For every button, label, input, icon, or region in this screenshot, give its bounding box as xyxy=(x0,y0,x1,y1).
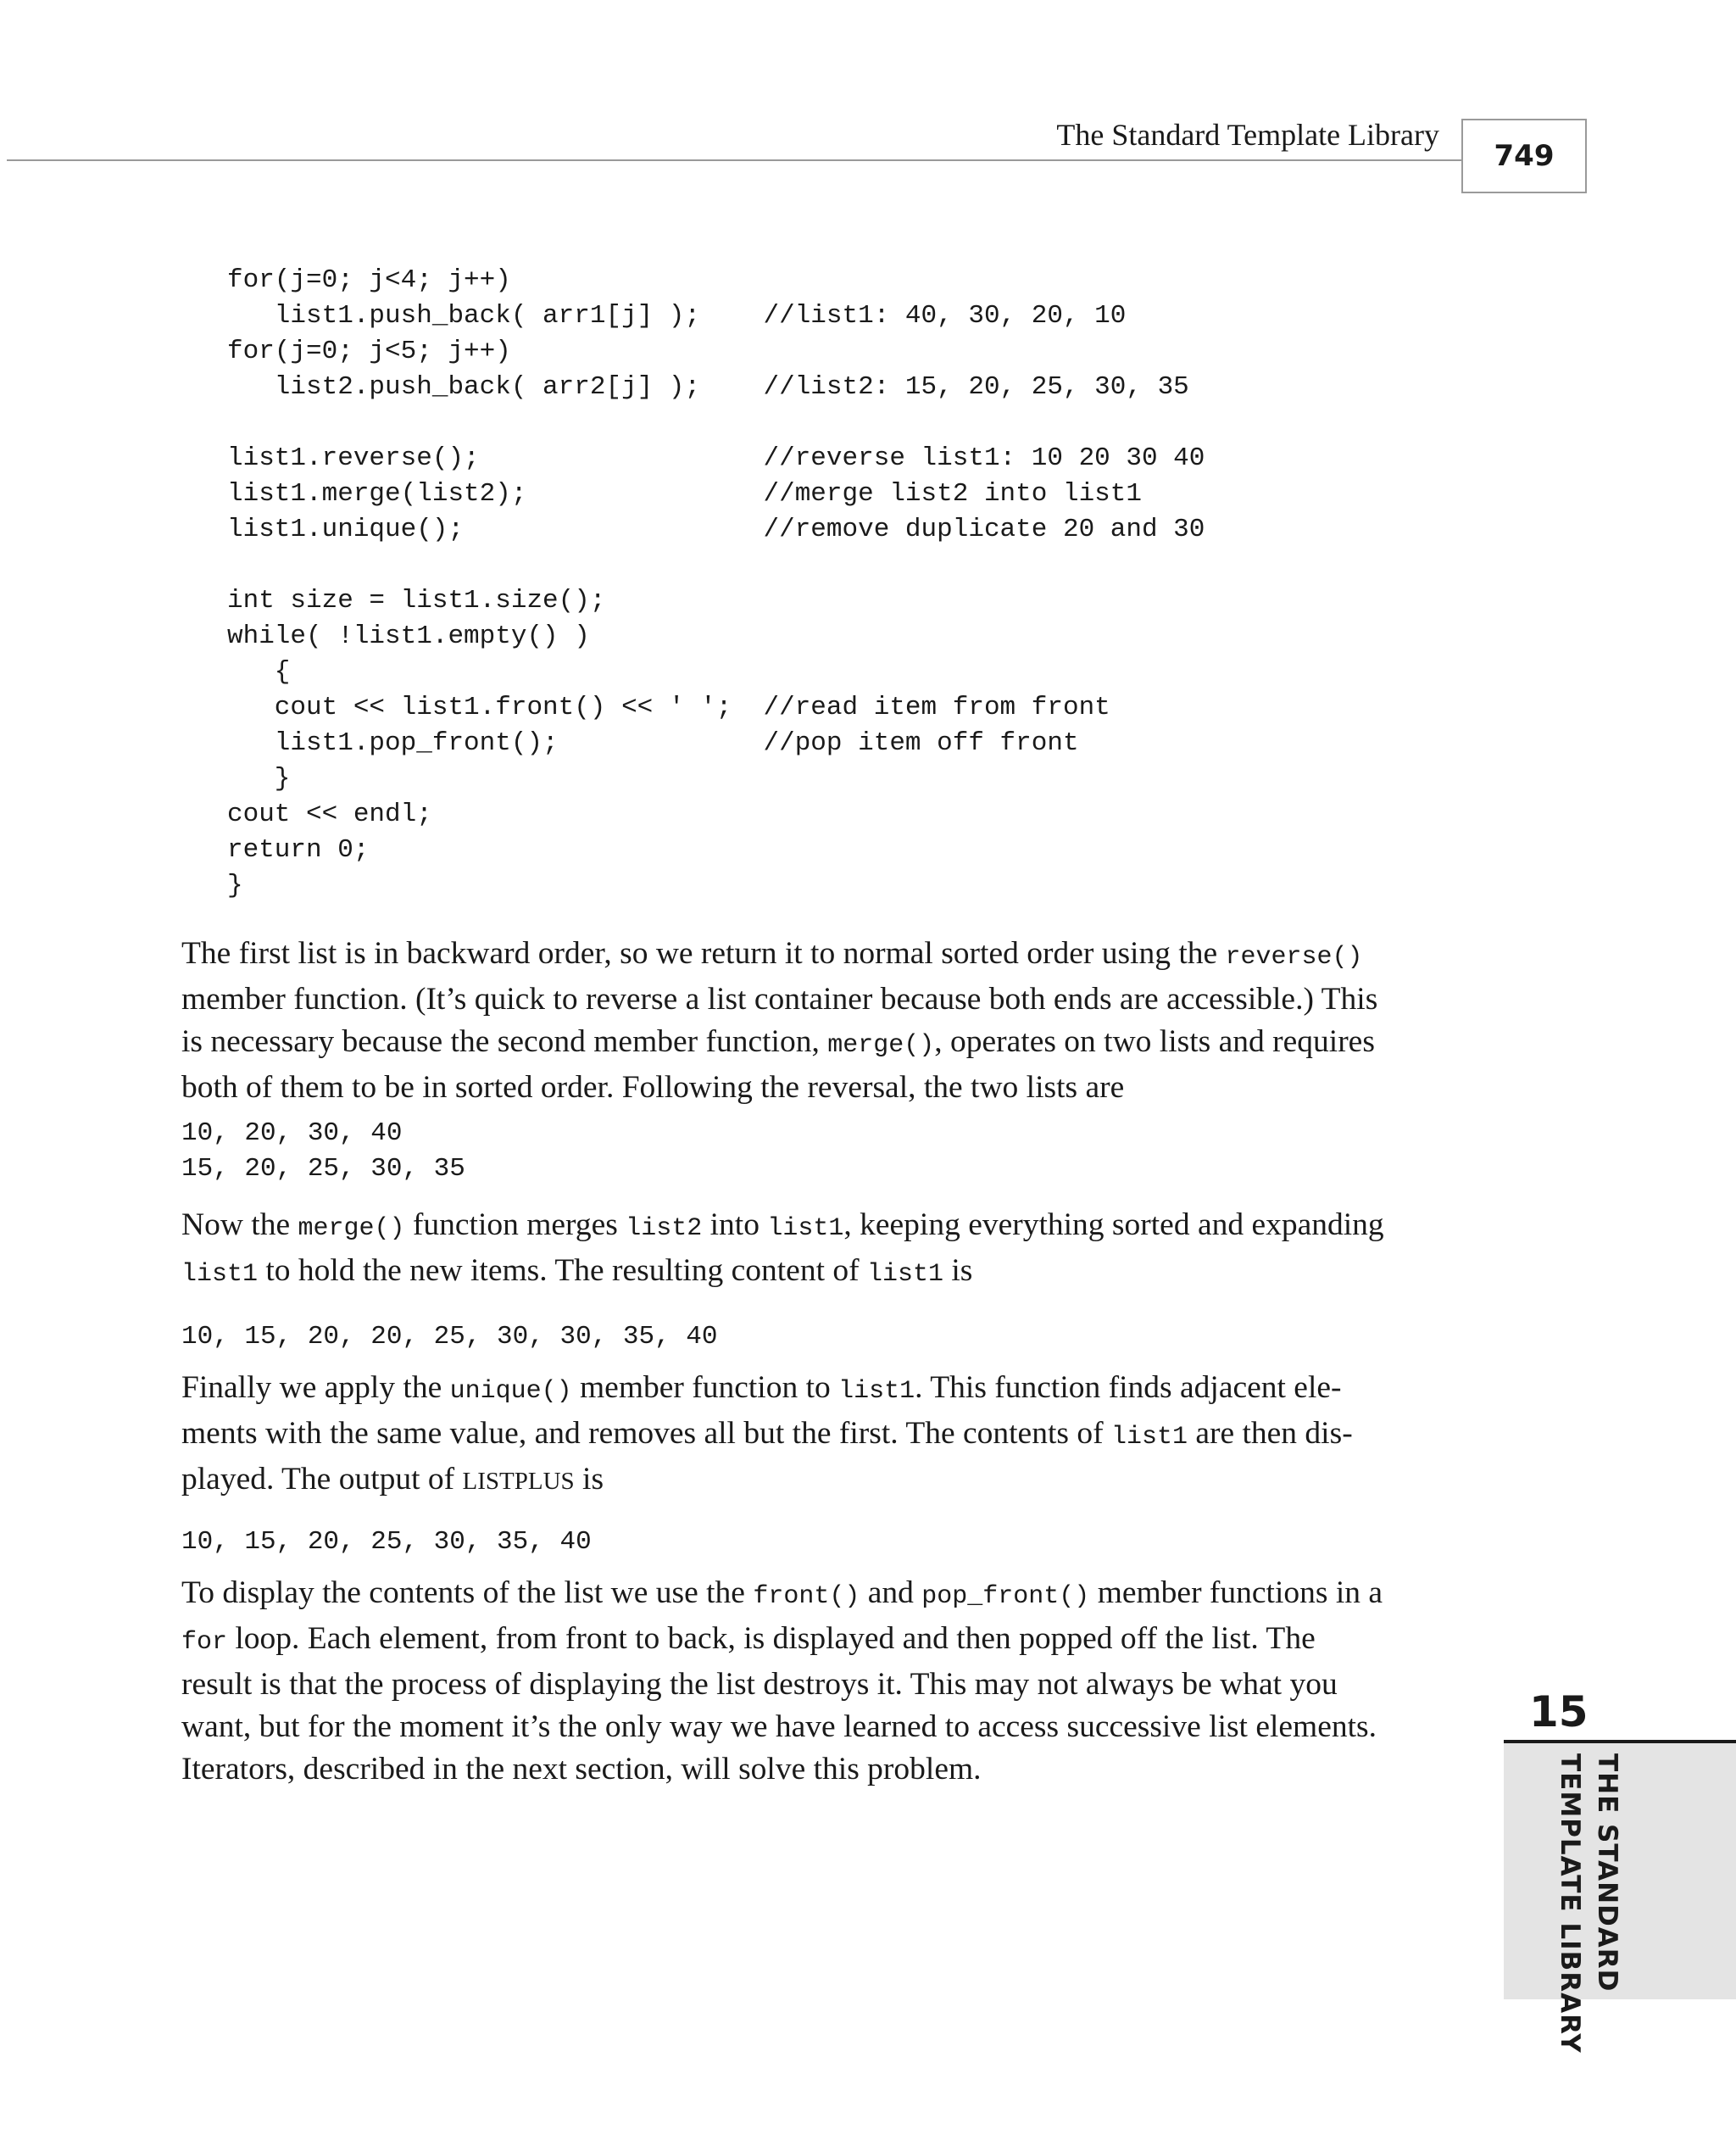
chapter-title xyxy=(1551,1753,1626,2054)
text-run: Finally we apply the xyxy=(181,1370,450,1405)
text-run: ments with the same value, and removes all but the first. The contents of xyxy=(181,1416,1111,1451)
text-run: function merges xyxy=(404,1207,626,1242)
text-run: to hold the new items. The resulting content of xyxy=(258,1253,867,1288)
chapter-number: 15 xyxy=(1529,1687,1589,1736)
text-run: Iterators, described in the next section, will solve this problem. xyxy=(181,1752,982,1786)
page-number: 749 xyxy=(1461,119,1587,193)
code-line: list1.push_back( arr1[j] ); //list1: 40, 30, 20, 10 xyxy=(227,301,1127,331)
code-merged: 10, 15, 20, 20, 25, 30, 30, 35, 40 xyxy=(181,1322,718,1352)
text-run: member functions in a xyxy=(1089,1575,1383,1610)
paragraph-display xyxy=(181,1572,1444,1791)
code-line: int size = list1.size(); xyxy=(227,586,606,616)
code-line: } xyxy=(227,871,243,900)
code-line: cout << list1.front() << ' '; //read item from front xyxy=(227,693,1110,722)
inline-code: list2 xyxy=(626,1214,703,1243)
text-run: are then dis- xyxy=(1187,1416,1353,1451)
code-line: { xyxy=(227,657,291,687)
code-output: 10, 15, 20, 25, 30, 35, 40 xyxy=(181,1527,592,1557)
code-line: for(j=0; j<4; j++) xyxy=(227,265,511,295)
text-run: , operates on two lists and requires xyxy=(934,1024,1375,1059)
chapter-rule xyxy=(1504,1740,1736,1743)
text-run: loop. Each element, from front to back, is displayed and then popped off the list. The xyxy=(227,1621,1316,1656)
code-line: cout << endl; xyxy=(227,800,432,829)
code-line: list1.reverse(); //reverse list1: 10 20 30 40 xyxy=(227,443,1205,473)
text-run: . This function finds adjacent ele- xyxy=(915,1370,1342,1405)
running-head: The Standard Template Library xyxy=(1056,118,1439,152)
code-line: list2.push_back( arr2[j] ); //list2: 15, 20, 25, 30, 35 xyxy=(227,372,1189,402)
text-run: is xyxy=(574,1462,604,1497)
code-line: list1.unique(); //remove duplicate 20 and 30 xyxy=(227,515,1205,544)
code-line: for(j=0; j<5; j++) xyxy=(227,337,511,366)
text-run: and xyxy=(860,1575,922,1610)
code-line: while( !list1.empty() ) xyxy=(227,622,590,651)
inline-code: list1 xyxy=(767,1214,844,1243)
inline-code: list1 xyxy=(1110,1423,1188,1452)
text-run: is necessary because the second member function, xyxy=(181,1024,828,1059)
text-run: The first list is in backward order, so we return it to normal sorted order using the xyxy=(181,936,1226,971)
text-run: Now the xyxy=(181,1207,298,1242)
code-two-lists: 10, 20, 30, 40 15, 20, 25, 30, 35 xyxy=(181,1118,465,1184)
code-line: return 0; xyxy=(227,835,370,865)
inline-code: list1 xyxy=(181,1260,259,1289)
text-run: both of them to be in sorted order. Following the reversal, the two lists are xyxy=(181,1070,1125,1105)
inline-code: pop_front() xyxy=(921,1582,1090,1611)
paragraph-reverse xyxy=(181,933,1444,1109)
code-line: } xyxy=(227,764,291,794)
text-run: into xyxy=(702,1207,768,1242)
inline-code: merge() xyxy=(827,1031,935,1060)
inline-code: merge() xyxy=(298,1214,405,1243)
paragraph-unique xyxy=(181,1367,1444,1502)
header-rule xyxy=(7,159,1461,161)
text-run: played. The output of xyxy=(181,1462,463,1497)
code-line: list1.pop_front(); //pop item off front xyxy=(227,728,1079,758)
chapter-title-line-1: THE STANDARD xyxy=(1592,1753,1622,1993)
inline-code: unique() xyxy=(449,1377,572,1406)
text-run: is xyxy=(943,1253,973,1288)
paragraph-merge xyxy=(181,1204,1444,1296)
text-run: To display the contents of the list we use the xyxy=(181,1575,754,1610)
inline-code: for xyxy=(181,1628,228,1657)
text-run: want, but for the moment it’s the only way we have learned to access successive list elements. xyxy=(181,1709,1377,1744)
text-run: result is that the process of displaying the list destroys it. This may not always be what you xyxy=(181,1667,1338,1702)
inline-code: reverse() xyxy=(1225,943,1363,972)
text-run: , keeping everything sorted and expanding xyxy=(843,1207,1384,1242)
inline-code: front() xyxy=(753,1582,860,1611)
text-run: member function. (It’s quick to reverse a list container because both ends are accessible.) This xyxy=(181,982,1378,1017)
code-line: list1.merge(list2); //merge list2 into list1 xyxy=(227,479,1142,509)
inline-code: list1 xyxy=(838,1377,915,1406)
text-run: member function to xyxy=(571,1370,839,1405)
code-listing xyxy=(227,263,1205,904)
inline-code: list1 xyxy=(866,1260,943,1289)
program-name: LISTPLUS xyxy=(462,1468,575,1495)
chapter-title-line-2: TEMPLATE LIBRARY xyxy=(1555,1753,1585,2054)
